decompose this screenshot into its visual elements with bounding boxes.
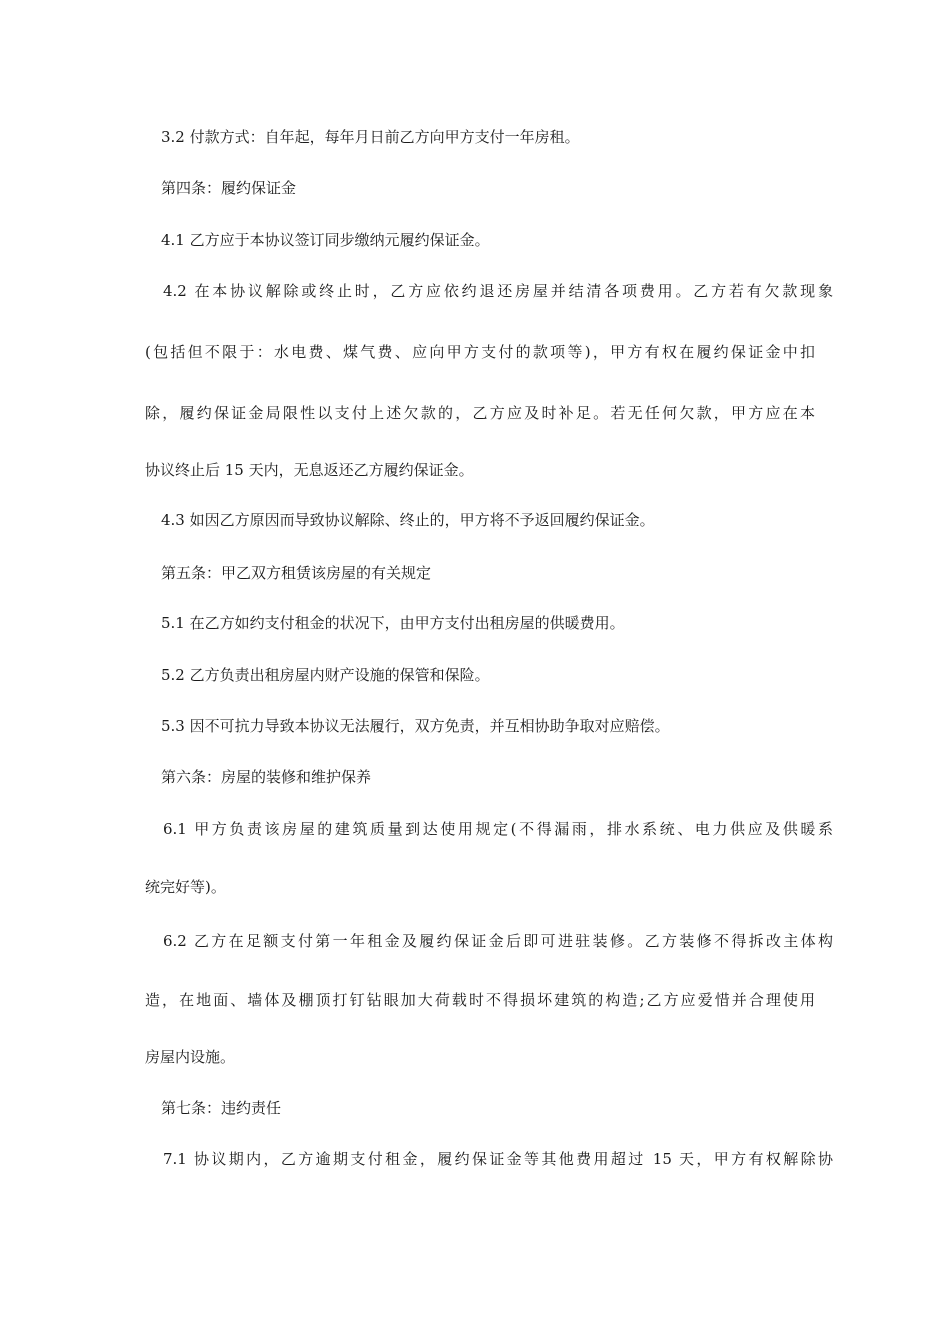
clause-3-2: 3.2 付款方式：自年起，每年月日前乙方向甲方支付一年房租。	[161, 128, 580, 146]
clause-4-2-line-3: 除，履约保证金局限性以支付上述欠款的，乙方应及时补足。若无任何欠款，甲方应在本	[145, 404, 815, 422]
clause-4-2-line-2: (包括但不限于：水电费、煤气费、应向甲方支付的款项等)，甲方有权在履约保证金中扣	[145, 343, 815, 361]
clause-5-1: 5.1 在乙方如约支付租金的状况下，由甲方支付出租房屋的供暖费用。	[161, 614, 625, 632]
clause-4-2-line-1: 4.2 在本协议解除或终止时，乙方应依约退还房屋并结清各项费用。乙方若有欠款现象	[163, 282, 833, 300]
clause-6-1-line-2: 统完好等)。	[145, 878, 226, 896]
clause-6-1-line-1: 6.1 甲方负责该房屋的建筑质量到达使用规定(不得漏雨，排水系统、电力供应及供暖系	[163, 820, 833, 838]
clause-6-2-line-2: 造，在地面、墙体及棚顶打钉钻眼加大荷载时不得损坏建筑的构造;乙方应爱惜并合理使用	[145, 991, 815, 1009]
article-4-heading: 第四条：履约保证金	[161, 179, 297, 197]
article-5-heading: 第五条：甲乙双方租赁该房屋的有关规定	[161, 564, 432, 582]
clause-6-2-line-1: 6.2 乙方在足额支付第一年租金及履约保证金后即可进驻装修。乙方装修不得拆改主体构	[163, 932, 833, 950]
clause-4-2-line-4: 协议终止后 15 天内，无息返还乙方履约保证金。	[145, 461, 474, 479]
article-6-heading: 第六条：房屋的装修和维护保养	[161, 768, 372, 786]
clause-5-2: 5.2 乙方负责出租房屋内财产设施的保管和保险。	[161, 666, 490, 684]
article-7-heading: 第七条：违约责任	[161, 1099, 282, 1117]
clause-7-1-line-1: 7.1 协议期内，乙方逾期支付租金，履约保证金等其他费用超过 15 天，甲方有权解除协	[163, 1150, 833, 1168]
clause-6-2-line-3: 房屋内设施。	[145, 1048, 236, 1066]
clause-4-1: 4.1 乙方应于本协议签订同步缴纳元履约保证金。	[161, 231, 490, 249]
clause-4-3: 4.3 如因乙方原因而导致协议解除、终止的，甲方将不予返回履约保证金。	[161, 511, 655, 529]
clause-5-3: 5.3 因不可抗力导致本协议无法履行，双方免责，并互相协助争取对应赔偿。	[161, 717, 670, 735]
